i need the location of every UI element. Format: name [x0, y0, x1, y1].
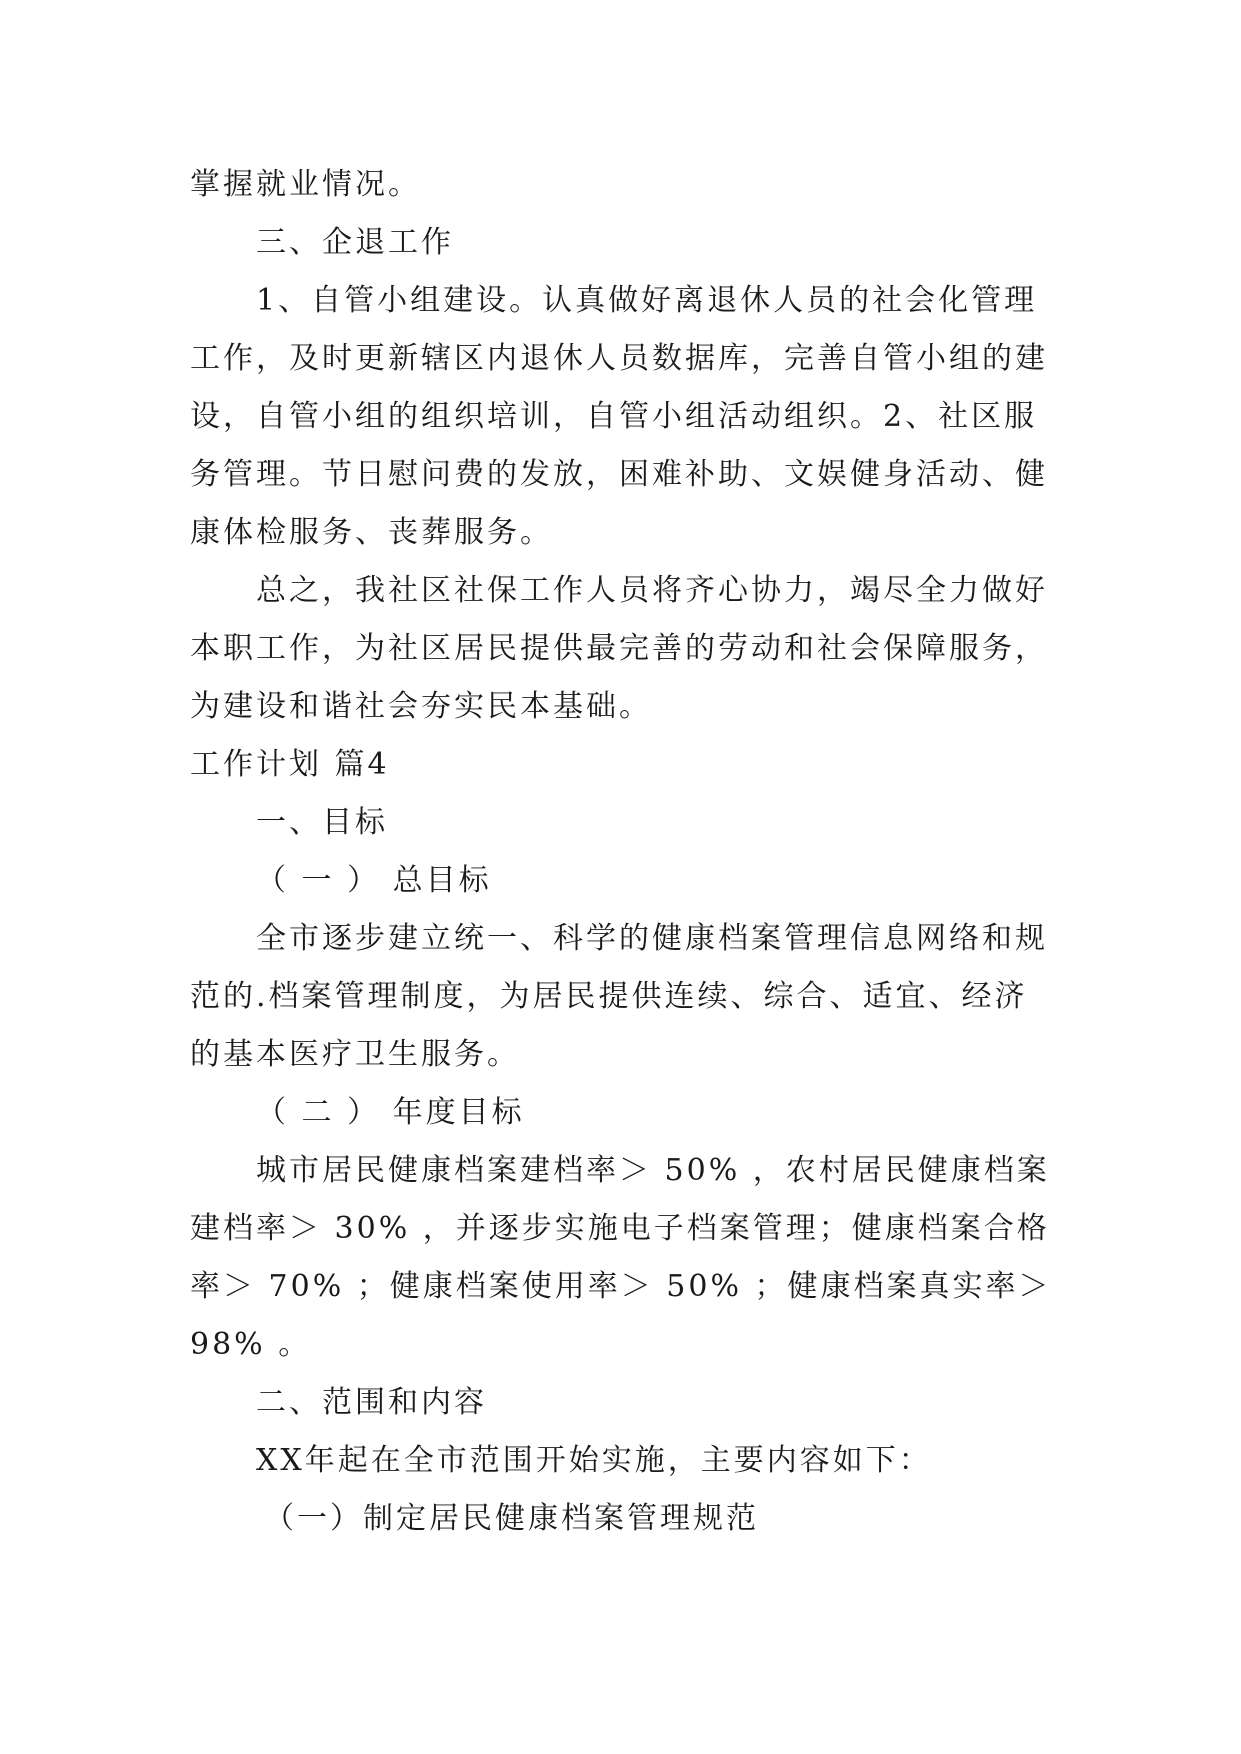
text-line: 1、自管小组建设。认真做好离退休人员的社会化管理 — [256, 283, 1038, 318]
text-line: 总之，我社区社保工作人员将齐心协力，竭尽全力做好 — [256, 573, 1048, 608]
text-line: 率＞ 70% ；健康档案使用率＞ 50% ；健康档案真实率＞ — [190, 1269, 1052, 1304]
text-line: 建档率＞ 30% ，并逐步实施电子档案管理；健康档案合格 — [190, 1211, 1050, 1246]
text-line: 的基本医疗卫生服务。 — [190, 1037, 520, 1072]
text-line: 本职工作，为社区居民提供最完善的劳动和社会保障服务， — [190, 631, 1048, 666]
text-line: 康体检服务、丧葬服务。 — [190, 515, 553, 550]
text-line: 全市逐步建立统一、科学的健康档案管理信息网络和规 — [256, 921, 1048, 956]
text-line: 98% 。 — [190, 1327, 312, 1362]
chapter-title: 工作计划 篇4 — [190, 747, 390, 782]
subsection-heading: （ 一 ） 总目标 — [256, 863, 492, 898]
section-heading: 一、目标 — [256, 805, 388, 840]
subsection-heading: （ 二 ） 年度目标 — [256, 1095, 525, 1130]
text-line: 掌握就业情况。 — [190, 167, 421, 202]
document-body — [190, 156, 1060, 1548]
section-heading: 二、范围和内容 — [256, 1385, 487, 1420]
text-line: 设，自管小组的组织培训，自管小组活动组织。2、社区服 — [190, 399, 1038, 434]
text-line: 为建设和谐社会夯实民本基础。 — [190, 689, 652, 724]
text-line: 城市居民健康档案建档率＞ 50% ，农村居民健康档案 — [256, 1153, 1050, 1188]
text-line: XX年起在全市范围开始实施，主要内容如下： — [256, 1443, 932, 1478]
text-line: 工作，及时更新辖区内退休人员数据库，完善自管小组的建 — [190, 341, 1048, 376]
section-heading: 三、企退工作 — [256, 225, 454, 260]
text-line: 范的.档案管理制度，为居民提供连续、综合、适宜、经济 — [190, 979, 1028, 1014]
text-line: 务管理。节日慰问费的发放，困难补助、文娱健身活动、健 — [190, 457, 1048, 492]
subsection-heading: （一）制定居民健康档案管理规范 — [264, 1501, 759, 1536]
